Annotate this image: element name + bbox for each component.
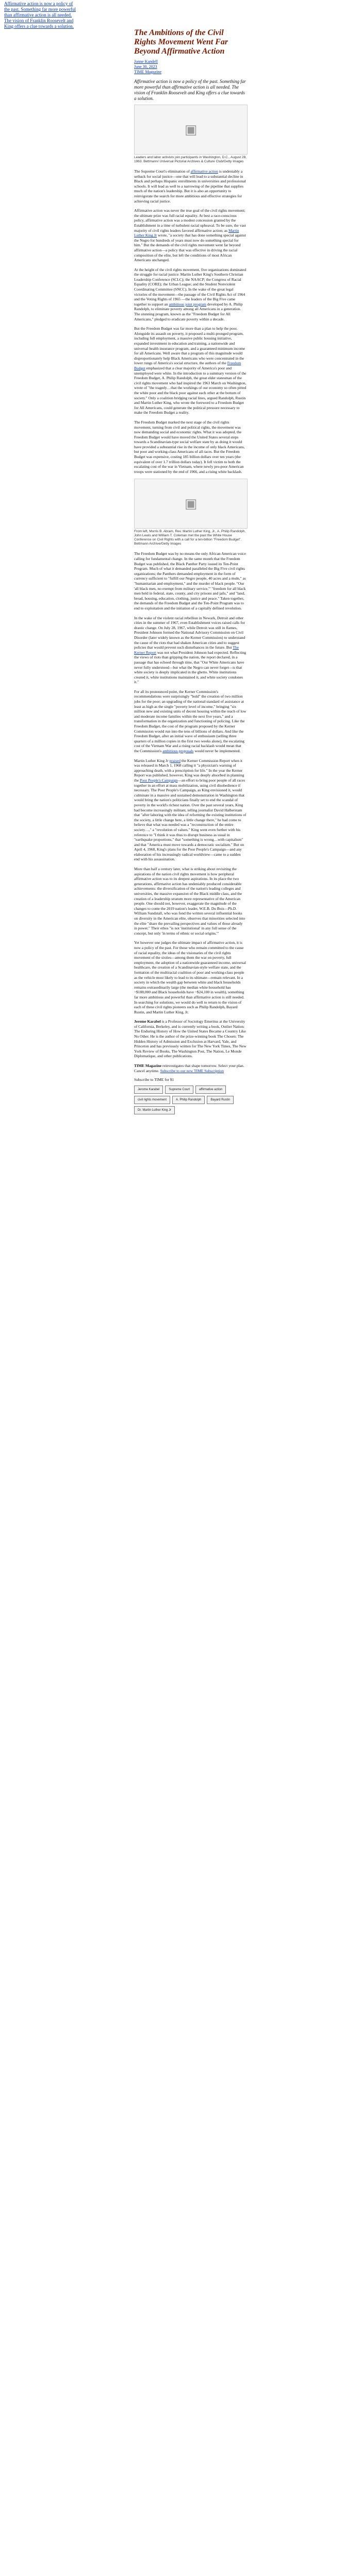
- inline-link[interactable]: praised: [169, 758, 180, 763]
- inline-link[interactable]: Martin Luther King Jr: [134, 228, 239, 238]
- paragraph: For all its pronounced point, the Kerner Commission's recommendations were surprisingly "bold" the creation of two million jobs for the poor; an upgrading of the national standard of assistance at least as high as the single "poverty level of income," bringing "six million new and existing units of decent housing within the reach of low and moderate income families within the next five years," and a transformation in the organization and functioning of policing. Like the Freedom Budget, the cost of the program proposed by the Kerner Commission would run into the tens of billions of dollars. And like the Freedom Budget, after an initial wave of enthusiasm (selling three quarters of a million copies in the first two weeks alone), the escalating cost of the Vietnam War and a rising racial backlash would mean that the Commission's ambitious proposals would never be implemented.: [134, 689, 247, 753]
- inline-link[interactable]: ambitious joint program: [169, 301, 206, 307]
- article-body: [134, 169, 247, 1014]
- photo-icon: ▣: [184, 122, 198, 137]
- top-link[interactable]: The vision of Franklin Roosevelt and: [4, 18, 74, 23]
- byline: [134, 59, 247, 75]
- publish-date: June 30, 2023: [134, 64, 157, 69]
- tag[interactable]: Bayard Rustin: [207, 1096, 234, 1104]
- paragraph: But the Freedom Budget was far more than a plan to help the poor. Alongside its assault on poverty, it proposed a multi-pronged program, including full employment, a massive public housing initiative, expanded investment in education and training, a nationwide and universal health insurance program, and a guaranteed minimum income for all Americans. Well aware that a program of this magnitude would disproportionately help Black Americans who were concentrated in the lower rungs of America's social structure, the authors of the Freedom Budget emphasized that a clear majority of America's poor and unemployed were white. In the introduction to a summary version of the Freedom Budget, A. Philip Randolph, the great elder statesman of the civil rights movement who had inspired the 1963 March on Washington, wrote of "the tragedy…that the workings of our economy so often pitted the white poor and the black poor against each other at the bottom of society." Only a coalition bridging racial lines, argued Randolph, Rustin and Martin Luther King, who wrote the foreword to a Freedom Budget for All Americans, could generate the political pressure necessary to make the Freedom Budget a reality.: [134, 326, 247, 415]
- publication-link[interactable]: TIME Magazine: [134, 70, 162, 74]
- top-link[interactable]: the past. Something far more powerful: [4, 7, 76, 12]
- paragraph: At the height of the civil rights movement, five organizations dominated the struggle for racial justice: Martin Luther King's Southern Christian Leadership Conference (SCLC); the NAACP; the Congress of Racial Equality (CORE); the Urban League; and the Student Nonviolent Coordinating Committee (SNCC). In the wake of the great legal victories of the movement—the passage of the Civil Rights Act of 1964 and the Voting Rights of 1965 —the leaders of the Big Five came together to support an ambitious joint program developed by A. Philip Randolph, to eliminate poverty among all Americans in a generation. The stunning program, known as the "Freedom Budget for All Americans," pledged to eradicate poverty within a decade.: [134, 267, 247, 321]
- inline-link[interactable]: ambitious proposals: [162, 749, 194, 753]
- paragraph: Martin Luther King Jr praised the Kerner Commission Report when it was released in March 1, 1968 calling it "a physician's warning of approaching death, with a prescription for life." In the year the Kerner Report was published, however, King was deeply absorbed in planning the Poor People's Campaign—an effort to bring poor people of all races together in an effort at mass mobilization, using civil disobedience if necessary. The Poor People's Campaign, as King envisioned it, would culminate in a massive and sustained demonstration in Washington that would bring the nation's politicians finally set to end the scandal of poverty in the world's richest nation. Over the past several years, King had become increasingly militant, telling journalist David Halberstam that "after laboring with the idea of reforming the existing institutions of the society, a little change here, a little change there," he had come to believe that what was needed was a "reconstruction of the entire society…," a "revolution of values." King went even further with his reference to "I think it was thus to disrupt business as usual in "earthquake proportions," that "something is wrong…with capitalism" and that "America must move towards a democratic socialism." But on April 4, 1968, King's plans for the Poor People's Campaign—and any elaboration of his increasingly radical worldview—came to a sudden end with his assassination.: [134, 758, 247, 862]
- paragraph: The Freedom Budget was by no means the only African American voice calling for fundamental change. In the same month that the Freedom Budget was published, the Black Panther Party issued its Ten-Point Program. Much of what it demanded paralleled the Big Five civil rights organizations; the Panthers demanded employment in the form of currency sufficient to "fulfill our Negro people, 40 acres and a mule," as "humanitarian and employment," and the murder of black people. "Our 'all black men, no exempt from military service,'" "freedom for all black men held in federal, state, county, and city prisons and jails," and "land, bread, housing, education, clothing, justice and peace." Taken together, the demands of the Freedom Budget and the Ten-Point Program was to end to exploitation and the initiation of a capitally defined revolution.: [134, 551, 246, 611]
- subscription-promo: TIME Magazine reinvestigates that shape tomorrow. Select your plan. Cancel anytime. Subscribe to our new TIME Subscription: [134, 1063, 244, 1073]
- top-link[interactable]: King offers a clue towards a solution.: [4, 24, 74, 29]
- author-link[interactable]: Jonne Kandell: [134, 59, 158, 64]
- photo-icon: ▣: [184, 496, 198, 511]
- paragraph: Affirmative action was never the true goal of the civil rights movement; the ultimate prize was full racial equality. At best a race-conscious policy, affirmative action was a modest concession granted by the Establishment in a time of turbulent racial upheaval. To be sure, the vast majority of civil rights leaders favored affirmative action; as Martin Luther King Jr wrote, "a society that has done something special against the Negro for hundreds of years must now do something special for him." But the demands of the civil rights movement went far beyond affirmative action—a policy that was effective in driving the racial composition of the elite, but left the conditions of most African Americans unchanged.: [134, 208, 246, 263]
- tag[interactable]: affirmative action: [195, 1086, 226, 1094]
- inline-link[interactable]: The Kerner Report: [134, 645, 239, 655]
- author-bio: Jerome Karabel is a Professor of Sociology Emeritus at the University of California, Berkeley, and is currently writing a book, Outlier Nation: The Enduring History of How the United States Became a Country Like No Other. He is the author of the prize-winning book The Chosen: The Hidden History of Admission and Exclusion at Harvard, Yale, and Princeton and has previously written for The New York Times, The New York Review of Books, The Washington Post, The Nation, Le Monde Diplomatique, and other publications.: [134, 1019, 247, 1059]
- bio-name: Jerome Karabel: [134, 1019, 161, 1024]
- paragraph: More than half a century later, what is striking about revisiting the aspirations of the nation civil rights movement is how peripheral affirmative action was to its deepest aspirations. In its place the two generations, affirmative action has undeniably produced considerable achievements: the diversification of the nation's leading colleges and universities, the massive expansion of the Black middle class, and the creation of a leadership stratum more representative of the American people. One should not, however, exaggerate the magnitude of the changes to come the 2019 nation's leader, W.E.B. Du Bois—Ph.D. William Sundstall, who was fond the written several influential books on diversity in the American elite, observes that minorities selected into the elite "share the prevailing perspectives and values of those already in power." Their ethos "is not 'institutional' in any full sense of the concept, but only 'in terms of ethnic or social origins.'": [134, 867, 245, 936]
- inline-image: [134, 479, 248, 529]
- article-deck: Affirmative action is now a policy of the past. Something far more powerful than affirmative action is all needed. The vision of Franklin Roosevelt and King offers a clue towards a solution.: [134, 79, 246, 101]
- subscribe-link[interactable]: Subscribe to our new TIME Subscription: [160, 1068, 224, 1073]
- top-links: [4, 1, 357, 29]
- paragraph: The Supreme Court's elimination of affirmative action is undeniably a setback for social justice—one that will lead to a substantial decline in Black and perhaps Hispanic enrollments in universities and professional schools. It will lead as well to a narrowing of the pipeline that supplies much of the nation's leadership. But it is also an opportunity to reinvigorate the search for more ambitious and effective strategies for achieving racial justice.: [134, 169, 246, 204]
- inline-link[interactable]: Poor People's Campaign: [140, 777, 178, 783]
- inline-link[interactable]: Freedom Budget: [134, 361, 241, 370]
- top-link[interactable]: than affirmative action is all needed.: [4, 12, 72, 18]
- paragraph: In the wake of the violent racial rebellion in Newark, Detroit and other cities in the summer of 1967, even Establishment voices raised calls for drastic change. On July 28, 1967, while Detroit was still in flames, President Johnson formed the National Advisory Commission on Civil Disorder (later widely known as the Kerner Commission) to understand the cause of the riots that had shaken American cities and to suggest policies that would prevent such disturbances in the future. But The Kerner Report was not what President Johnson had expected. Reflecting the views of riots than gripping the nation, the report declared, in a passage that has echoed through time, that "Our White Americans have never fully understood—but what the Negro can never forget—is that white society is deeply implicated in the ghetto. White institutions created it, white institutions maintained it, and white society condones it.": [134, 615, 247, 685]
- paragraph: Yet however one judges the ultimate impact of affirmative action, it is now a policy of the past. For those who remain committed to the cause of racial equality, the ideas of the visionaries of the civil rights movement of the sixties—among them the war on poverty, full employment, the adoption of a nationwide guaranteed income, universal healthcare, the creation of a Scandinavian-style welfare state, and the formation of the multiracial coalition of poor and working-class people as the vehicle most likely to lead to its ultimate—remain relevant. In a society in which the wealth gap between white and black households remains extraordinarily large (the median white household has ~$188,000 and Black households have ~$24,100 in wealth), something far more ambitious and powerful than affirmative action is still needed. In searching for solutions, we would do well to return to the vision of each of these civil rights pioneers such as Philip Randolph, Bayard Rustin, and Martin Luther King, Jr.: [134, 940, 247, 1014]
- article-title: The Ambitions of the Civil Rights Movement Went Far Beyond Affirmative Action: [134, 28, 228, 56]
- tagline: Subscribe to TIME for $1: [134, 1077, 174, 1082]
- top-link[interactable]: Affirmative action is now a policy of: [4, 1, 73, 6]
- tag-list: [134, 1086, 247, 1114]
- inline-image-caption: From left, Morris B. Abram, Rev. Martin Luther King, Jr., A. Philip Randolph, John Lewis and William T. Coleman met the past the White House Conference on Civil Rights with a call for a ten-billion "Freedom Budget". Bettmann Archive/Getty Images: [134, 530, 246, 546]
- tag[interactable]: Dr. Martin Luther King Jr: [134, 1106, 175, 1114]
- image-caption: Leaders and labor activists join participants in Washington, D.C., August 28, 1963. Bettmann/ Universal Pictorial Archives & Culture Club/Getty Images: [134, 156, 247, 163]
- paragraph: The Freedom Budget marked the next stage of the civil rights movement, turning from civil and political rights, the movement was now demanding social and economic rights. What it was adopted, the Freedom Budget would have moved the United States several steps towards a Scandinavian-type social welfare state by as doing it would have provided a substantial rise in the income of only black Americans, but poor and working-class Americans of all races. But the Freedom Budget was expensive, costing 185 billion dollars over ten years (the equivalent of over 1.7 trillion dollars today). It fell victim to both the escalating cost of the war in Vietnam, where newly pro-poor American troops were stationed by the end of 1966, and a rising white backlash.: [134, 419, 245, 474]
- tag[interactable]: A. Philip Randolph: [172, 1096, 205, 1104]
- inline-link[interactable]: affirmative action: [190, 169, 218, 174]
- hero-image: [134, 105, 248, 155]
- tag[interactable]: Supreme Court: [165, 1086, 193, 1094]
- tag[interactable]: civil rights movement: [134, 1096, 170, 1104]
- article: [134, 28, 247, 1114]
- tag[interactable]: Jerome Karabel: [134, 1086, 163, 1094]
